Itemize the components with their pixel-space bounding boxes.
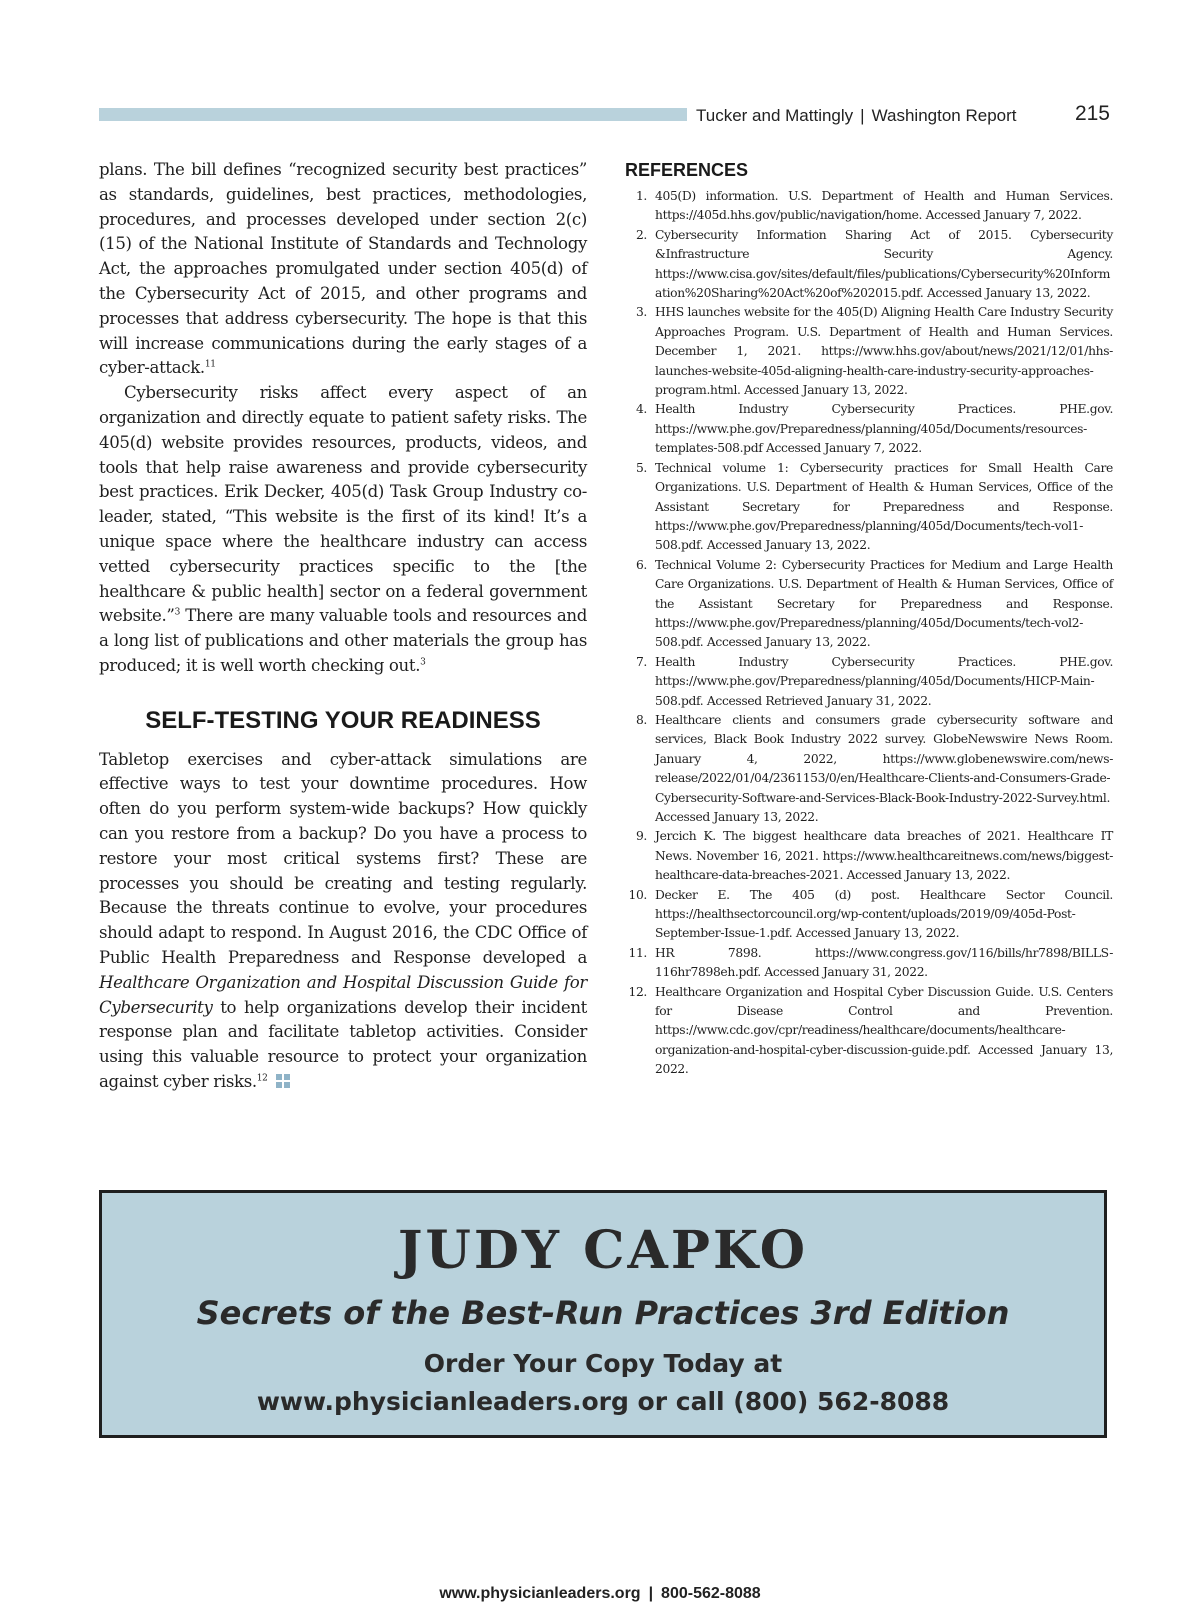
citation-ref: 3 — [174, 607, 180, 618]
header-journal: Washington Report — [871, 106, 1017, 125]
reference-item — [625, 653, 1113, 711]
book-advertisement — [99, 1190, 1107, 1438]
paragraph-text: Cybersecurity risks affect every aspect of an organization and directly equate to patient safety risks. The 405(d) website provides resources, products, videos, and tools that help raise awareness and provide cybersecurity best practices. Erik Decker, 405(d) Task Group Industry co-leader, stated, “This website is the first of its kind! It’s a unique space where the healthcare industry can access vetted cybersecurity practices specific to the [the healthcare & public health] sector on a federal government website.” — [99, 383, 587, 626]
footer-phone: 800-562-8088 — [661, 1585, 761, 1602]
reference-item — [625, 187, 1113, 226]
references-heading: REFERENCES — [625, 160, 749, 180]
ad-author-name: JUDY CAPKO — [397, 1220, 809, 1281]
reference-item — [625, 556, 1113, 653]
reference-number: 7. — [635, 654, 647, 669]
reference-text: Healthcare Organization and Hospital Cyber Discussion Guide. U.S. Centers for Disease Control and Prevention. https://www.cdc.gov/cpr/readiness/healthcare/documents/healthcare-organization-and-hospital-cyber-discussion-guide.pdf. Accessed January 13, 2022. — [655, 984, 1113, 1077]
reference-number: 3. — [635, 305, 647, 320]
citation-ref: 12 — [256, 1073, 268, 1084]
header-separator: | — [860, 106, 865, 125]
reference-item — [625, 944, 1113, 983]
page-number: 215 — [1074, 102, 1110, 125]
reference-number: 5. — [635, 460, 647, 475]
footer-website: www.physicianleaders.org — [439, 1585, 641, 1602]
paragraph — [99, 158, 587, 381]
reference-number: 9. — [635, 829, 647, 844]
paragraph — [99, 748, 587, 1095]
reference-text: Health Industry Cybersecurity Practices. PHE.gov. https://www.phe.gov/Preparedness/planning/405d/Documents/HICP-Main-508.pdf. Accessed Retrieved January 31, 2022. — [655, 654, 1113, 708]
reference-number: 2. — [635, 227, 647, 242]
reference-number: 1. — [635, 189, 647, 203]
citation-ref: 3 — [420, 657, 426, 668]
paragraph-text: There are many valuable tools and resources and a long list of publications and other materials the group has produced; it is well worth checking out. — [99, 606, 587, 675]
paragraph-text: Tabletop exercises and cyber-attack simulations are effective ways to test your downtime procedures. How often do you perform system-wide backups? How quickly can you restore from a backup? Do you have a process to restore your most critical systems first? These are processes you should be creating and testing regularly. Because the threats continue to evolve, your procedures should adapt to respond. In August 2016, the CDC Office of Public Health Preparedness and Response developed a — [99, 749, 587, 967]
reference-text: Health Industry Cybersecurity Practices. PHE.gov. https://www.phe.gov/Preparedness/planning/405d/Documents/resources-templates-508.pdf Accessed January 7, 2022. — [655, 402, 1113, 456]
section-heading: SELF-TESTING YOUR READINESS — [145, 706, 541, 734]
reference-number: 12. — [628, 984, 647, 999]
guide-title: Healthcare Organization and Hospital Discussion Guide for Cybersecurity — [99, 972, 587, 1017]
reference-item — [625, 711, 1113, 827]
reference-text: HHS launches website for the 405(D) Aligning Health Care Industry Security Approaches Program. U.S. Department of Health and Human Services. December 1, 2021. https://www.hhs.gov/about/news/2021/12/01/hhs-launches-website-405d-aligning-health-care-industry-security-approaches-program.html. Accessed January 13, 2022. — [655, 305, 1113, 398]
reference-text: HR 7898. https://www.congress.gov/116/bills/hr7898/BILLS-116hr7898eh.pdf. Accessed January 31, 2022. — [655, 945, 1113, 980]
references-section — [625, 160, 1113, 1080]
ad-contact-line: www.physicianleaders.org or call (800) 562-8088 — [256, 1387, 950, 1416]
paragraph — [99, 381, 587, 679]
reference-text: Healthcare clients and consumers grade cybersecurity software and services, Black Book Industry 2022 survey. GlobeNewswire News Room. January 4, 2022, https://www.globenewswire.com/news-release/2022/01/04/2361153/0/en/Healthcare-Clients-and-Consumers-Grade-Cybersecurity-Software-and-Services-Black-Book-Industry-2022-Survey.html. Accessed January 13, 2022. — [655, 712, 1113, 824]
reference-number: 4. — [635, 402, 647, 417]
citation-ref: 11 — [204, 359, 216, 370]
paragraph-text: to help organizations develop their incident response plan and facilitate tabletop activities. Consider using this valuable resource to protect your organization against cyber risks. — [99, 997, 587, 1091]
end-of-article-icon — [276, 1074, 290, 1088]
reference-number: 6. — [635, 557, 647, 572]
reference-text: Cybersecurity Information Sharing Act of 2015. Cybersecurity &Infrastructure Security Agency. https://www.cisa.gov/sites/default/files/publications/Cybersecurity%20Information%20Sharing%20Act%20of%202015.pdf. Accessed January 13, 2022. — [655, 227, 1113, 301]
reference-item — [625, 303, 1113, 400]
running-header — [696, 103, 1016, 129]
reference-text: Decker E. The 405 (d) post. Healthcare Sector Council. https://healthsectorcouncil.org/wp-content/uploads/2019/09/405d-Post-September-Issue-1.pdf. Accessed January 13, 2022. — [655, 887, 1113, 941]
reference-text: Jercich K. The biggest healthcare data breaches of 2021. Healthcare IT News. November 16, 2021. https://www.healthcareitnews.com/news/biggest-healthcare-data-breaches-2021. Accessed January 13, 2022. — [655, 829, 1113, 883]
ad-call-to-action: Order Your Copy Today at — [423, 1349, 783, 1378]
reference-number: 11. — [628, 945, 647, 960]
article-body — [99, 158, 587, 1095]
reference-text: Technical Volume 2: Cybersecurity Practices for Medium and Large Health Care Organizations. U.S. Department of Health & Human Services, Office of the Assistant Secretary for Preparedness and Response. https://www.phe.gov/Preparedness/planning/405d/Documents/tech-vol2-508.pdf. Accessed January 13, 2022. — [655, 557, 1113, 650]
reference-item — [625, 886, 1113, 944]
reference-item — [625, 983, 1113, 1080]
reference-number: 10. — [628, 887, 647, 902]
ad-book-title: Secrets of the Best-Run Practices 3rd Edition — [196, 1294, 1010, 1332]
reference-number: 8. — [635, 712, 647, 727]
paragraph-text: plans. The bill defines “recognized security best practices” as standards, guidelines, best practices, methodologies, procedures, and processes developed under section 2(c) (15) of the National Institute of Standards and Technology Act, the approaches promulgated under section 405(d) of the Cybersecurity Act of 2015, and other programs and processes that address cybersecurity. The hope is that this will increase communications during the early stages of a cyber-attack. — [99, 160, 587, 378]
reference-item — [625, 827, 1113, 885]
page-footer — [0, 1583, 1200, 1605]
reference-item — [625, 226, 1113, 304]
footer-separator: | — [648, 1585, 654, 1602]
header-authors: Tucker and Mattingly — [696, 106, 854, 125]
reference-text: 405(D) information. U.S. Department of Health and Human Services. https://405d.hhs.gov/public/navigation/home. Accessed January 7, 2022. — [655, 189, 1113, 223]
reference-item — [625, 459, 1113, 556]
reference-item — [625, 400, 1113, 458]
reference-text: Technical volume 1: Cybersecurity practices for Small Health Care Organizations. U.S. Department of Health & Human Services, Office of the Assistant Secretary for Preparedness and Response. https://www.phe.gov/Preparedness/planning/405d/Documents/tech-vol1-508.pdf. Accessed January 13, 2022. — [655, 460, 1113, 553]
header-rule-bar — [99, 108, 687, 121]
references-list — [625, 187, 1113, 1080]
